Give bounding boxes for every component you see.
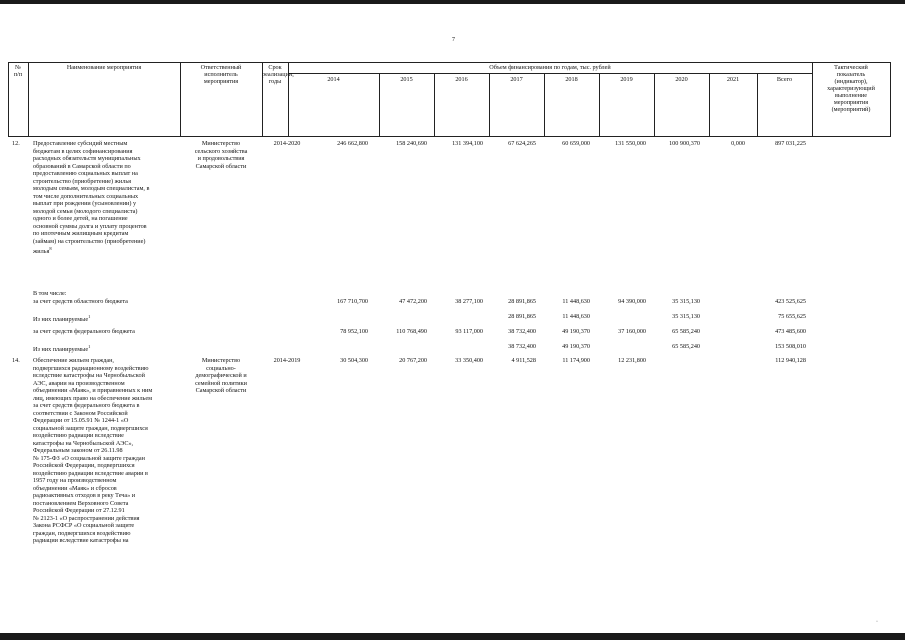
federal-planned-sup: 1 <box>88 344 91 349</box>
cell-value: 131 550,000 <box>615 140 646 147</box>
scan-speck: · <box>876 619 878 625</box>
year-2018: 2018 <box>565 76 578 83</box>
cell-value: 47 472,200 <box>399 298 427 305</box>
cell-value: 60 659,000 <box>562 140 590 147</box>
header-col-indicator: Тактический показатель (индикатор), характеризующий выполнение мероприятия (мероприятий) <box>827 64 875 113</box>
cell-value: 423 525,625 <box>775 298 806 305</box>
year-2014: 2014 <box>327 76 340 83</box>
cell-value: 28 891,865 <box>508 298 536 305</box>
row-14-term: 2014-2019 <box>273 357 301 364</box>
federal-planned-text: Из них планируемые <box>33 346 89 354</box>
cell-value: 35 315,130 <box>672 313 700 320</box>
cell-value: 112 940,128 <box>775 357 806 364</box>
cell-value: 65 585,240 <box>672 328 700 335</box>
row-12-name <box>33 140 181 256</box>
page-number: 7 <box>452 37 455 43</box>
cell-value: 38 732,400 <box>508 343 536 350</box>
cell-value: 473 485,600 <box>775 328 806 335</box>
regional-planned-text: Из них планируемые <box>33 316 89 324</box>
cell-value: 11 448,630 <box>562 298 590 305</box>
row-14-name: Обеспечение жильем граждан, подвергшихся радиационному воздействию вследствие катастрофы на Чернобыльской АЭС, аварии на производственном объединении «Маяк», и приравненных к ним лиц, имеющих право на обеспечение жильем за счет средств федерального бюджета в соответствии с Законом Российской Федерации от 15.05.91 № 1244-1 «О социальной защите граждан, подвергшихся воздействию радиации вследствие катастрофы на Чернобыльской АЭС», Федеральным законом от 26.11.98 № 175-ФЗ «О социальной защите граждан Российской Федерации, подвергшихся воздействию радиации вследствие аварии в 1957 году на производственном объединении «Маяк» и сбросов радиоактивных отходов в реку Теча» и постановлением Верховного Совета Российской Федерации от 27.12.91 № 2123-1 «О распространении действия Закона РСФСР «О социальной защите граждан, подвергшихся воздействию радиации вследствие катастрофы на <box>33 357 153 544</box>
cell-value: 153 508,010 <box>775 343 806 350</box>
cell-value: 246 662,800 <box>337 140 368 147</box>
federal-budget-label: за счет средств федерального бюджета <box>33 328 135 335</box>
cell-value: 93 117,000 <box>455 328 483 335</box>
row-12-term: 2014-2020 <box>273 140 301 147</box>
year-2021: 2021 <box>726 76 740 83</box>
including-label: В том числе: <box>33 290 67 297</box>
header-col-responsible: Ответственный исполнитель мероприятия <box>200 64 242 85</box>
header-col-term: Срок реализации, годы <box>262 64 294 85</box>
cell-value: 49 190,370 <box>562 343 590 350</box>
cell-value: 35 315,130 <box>672 298 700 305</box>
scan-top-border <box>0 0 905 4</box>
federal-planned-label <box>33 343 90 353</box>
cell-value: 4 911,528 <box>511 357 536 364</box>
cell-value: 94 390,000 <box>618 298 646 305</box>
year-total: Всего <box>776 76 793 83</box>
row-12-number: 12. <box>12 140 20 147</box>
header-col-funding: Объем финансирования по годам, тыс. рублей <box>489 64 611 71</box>
cell-value: 33 350,400 <box>455 357 483 364</box>
cell-value: 67 624,265 <box>508 140 536 147</box>
cell-value: 38 277,100 <box>455 298 483 305</box>
cell-value: 20 767,200 <box>399 357 427 364</box>
row-14-number: 14. <box>12 357 20 364</box>
year-2015: 2015 <box>400 76 413 83</box>
cell-value: 28 891,865 <box>508 313 536 320</box>
cell-value: 11 174,900 <box>562 357 590 364</box>
year-2016: 2016 <box>455 76 468 83</box>
cell-value: 37 160,000 <box>618 328 646 335</box>
cell-value: 158 240,690 <box>396 140 427 147</box>
cell-value: 110 768,490 <box>396 328 427 335</box>
cell-value: 65 585,240 <box>672 343 700 350</box>
cell-value: 38 732,400 <box>508 328 536 335</box>
row-12-responsible: Министерство сельского хозяйства и продовольствия Самарской области <box>194 140 248 170</box>
row-12-name-text: Предоставление субсидий местным бюджетам в целях софинансирования расходных обязательств муниципальных образований в Самарской области по предоставлению социальных выплат на строительство (приобретение) жилья молодым семьям, молодым специалистам, в том числе дополнительных социальных выплат при рождении (усыновлении) у молодой семьи (молодого специалиста) одного и более детей, на погашение основной суммы долга и уплату процентов по ипотечным жилищным кредитам (займам) на строительство (приобретение) жилья <box>33 140 150 256</box>
cell-value: 12 231,800 <box>618 357 646 364</box>
header-col-number: № п/п <box>13 64 23 78</box>
cell-value: 11 448,630 <box>562 313 590 320</box>
cell-value: 131 394,100 <box>452 140 483 147</box>
row-14-responsible: Министерство социально- демографической и семейной политики Самарской области <box>195 357 247 394</box>
row-12-footnote: 8 <box>49 246 52 251</box>
cell-value: 167 710,700 <box>337 298 368 305</box>
cell-value: 897 031,225 <box>775 140 806 147</box>
year-2019: 2019 <box>620 76 633 83</box>
regional-planned-sup: 1 <box>88 314 91 319</box>
year-2020: 2020 <box>675 76 688 83</box>
year-2017: 2017 <box>510 76 523 83</box>
cell-value: 30 504,300 <box>340 357 368 364</box>
cell-value: 49 190,370 <box>562 328 590 335</box>
cell-value: 100 900,370 <box>669 140 700 147</box>
cell-value: 78 952,100 <box>340 328 368 335</box>
regional-budget-label: за счет средств областного бюджета <box>33 298 128 305</box>
regional-planned-label <box>33 313 90 323</box>
header-col-name: Наименование мероприятия <box>66 64 142 71</box>
cell-value: 75 655,625 <box>778 313 806 320</box>
cell-value: 0,000 <box>731 140 745 147</box>
scan-bottom-border <box>0 633 905 640</box>
